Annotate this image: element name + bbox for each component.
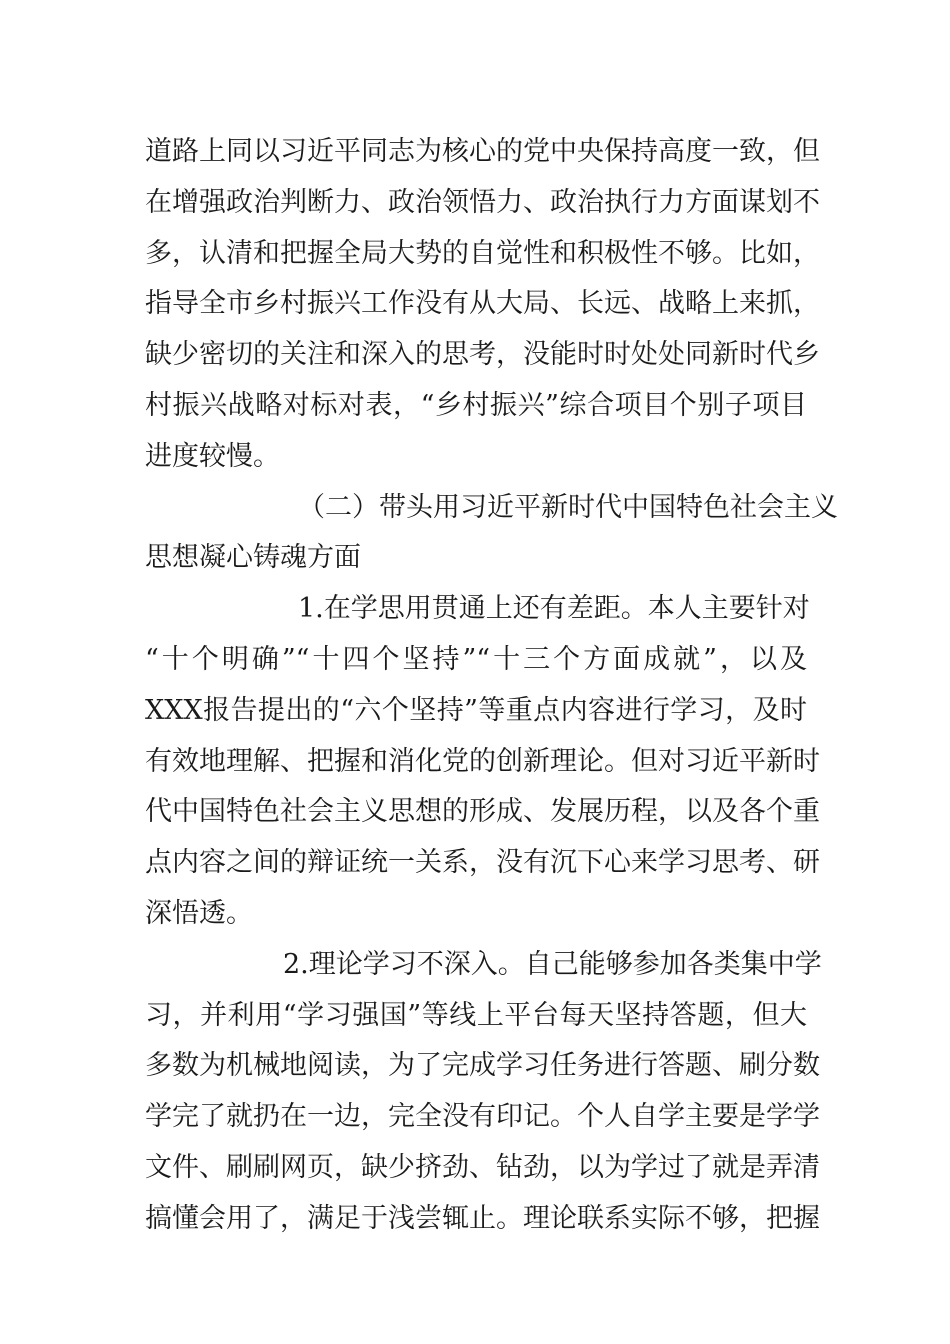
text-line: “十个明确”“十四个坚持”“十三个方面成就”，以及: [145, 643, 807, 675]
text-line: 文件、刷刷网页，缺少挤劲、钻劲，以为学过了就是弄清: [145, 1151, 820, 1183]
text-line: 指导全市乡村振兴工作没有从大局、长远、战略上来抓，: [145, 288, 820, 320]
text-line: 1.在学思用贯通上还有差距。本人主要针对: [298, 593, 810, 625]
section-heading-line: 思想凝心铸魂方面: [145, 542, 361, 574]
paragraph-political-alignment: [145, 127, 820, 483]
section-heading-line: （二）带头用习近平新时代中国特色社会主义: [298, 491, 838, 523]
text-line: 学完了就扔在一边，完全没有印记。个人自学主要是学学: [145, 1101, 820, 1133]
text-line: 进度较慢。: [145, 440, 280, 472]
text-line: 缺少密切的关注和深入的思考，没能时时处处同新时代乡: [145, 339, 820, 371]
text-line: 2.理论学习不深入。自己能够参加各类集中学: [283, 948, 822, 980]
text-line: XXX报告提出的“六个坚持”等重点内容进行学习，及时: [145, 694, 807, 726]
text-line: 点内容之间的辩证统一关系，没有沉下心来学习思考、研: [145, 847, 820, 879]
text-line: 有效地理解、把握和消化党的创新理论。但对习近平新时: [145, 745, 820, 777]
item-1-learning-gap: [145, 584, 820, 940]
text-line: 多，认清和把握全局大势的自觉性和积极性不够。比如，: [145, 237, 820, 269]
text-line: 深悟透。: [145, 897, 253, 929]
text-line: 道路上同以习近平同志为核心的党中央保持高度一致，但: [145, 136, 820, 167]
section-heading: [145, 483, 838, 585]
text-line: 村振兴战略对标对表，“乡村振兴”综合项目个别子项目: [145, 389, 807, 421]
item-2-theory-study: [145, 940, 822, 1245]
text-line: 在增强政治判断力、政治领悟力、政治执行力方面谋划不: [145, 186, 820, 218]
text-line: 代中国特色社会主义思想的形成、发展历程，以及各个重: [145, 796, 820, 828]
text-line: 多数为机械地阅读，为了完成学习任务进行答题、刷分数: [145, 1050, 820, 1082]
text-line: 习，并利用“学习强国”等线上平台每天坚持答题，但大: [145, 999, 807, 1031]
text-line: 搞懂会用了，满足于浅尝辄止。理论联系实际不够，把握: [145, 1202, 820, 1234]
document-body: [145, 127, 838, 1245]
